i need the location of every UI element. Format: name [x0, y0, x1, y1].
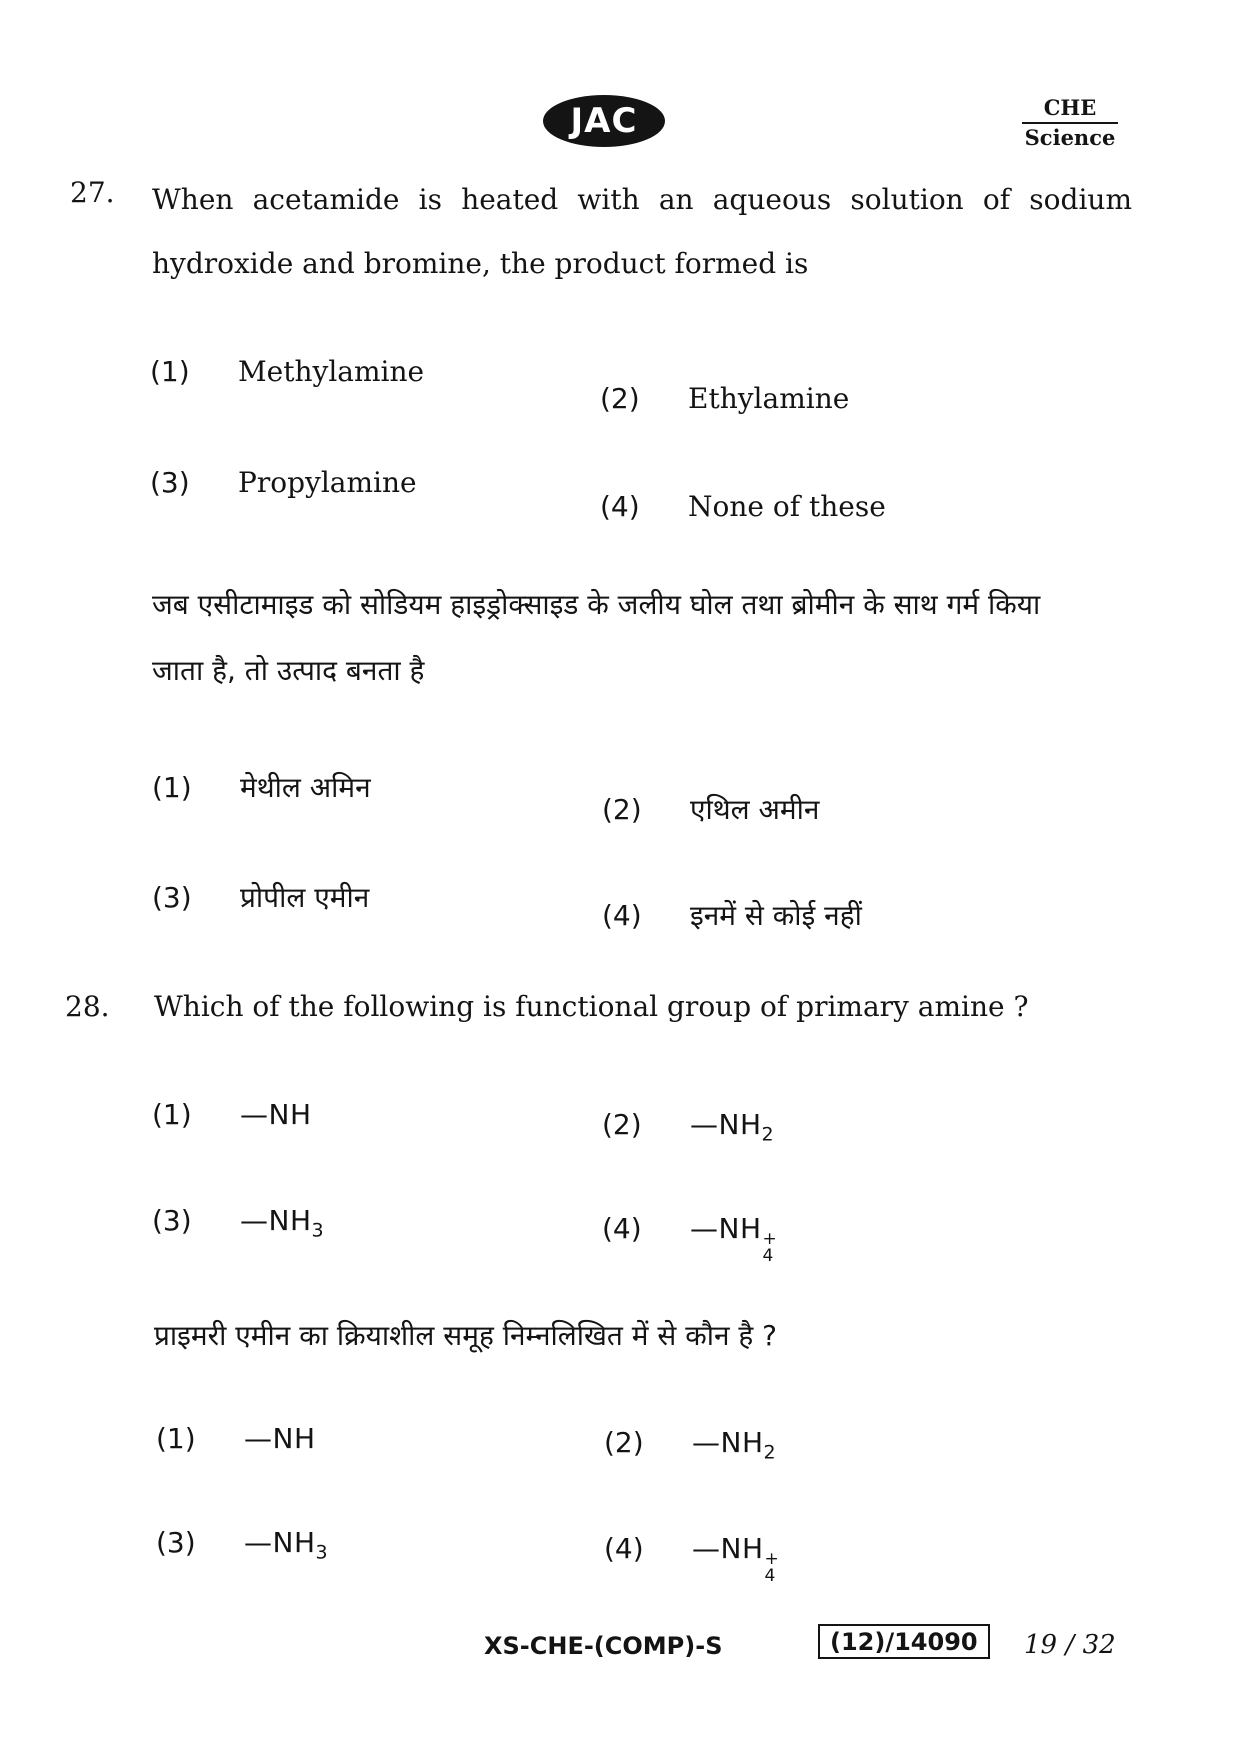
option-text: None of these	[688, 490, 886, 523]
formula-base: —NH	[240, 1098, 312, 1131]
box-code-text: (12)/14090	[818, 1624, 990, 1659]
formula-subscript: 4	[762, 1246, 774, 1266]
option-formula	[244, 1422, 316, 1455]
option-number: (1)	[150, 355, 190, 388]
formula-subscript: 3	[311, 1219, 325, 1242]
option-text: एथिल अमीन	[690, 793, 820, 826]
formula-base: —NH	[244, 1422, 316, 1455]
q28-hi-option-3	[156, 1526, 328, 1564]
question-27-text-hi	[152, 572, 1142, 704]
q27-en-option-2	[600, 382, 849, 415]
option-text: Methylamine	[238, 355, 425, 388]
q27-hi-option-1	[152, 768, 371, 806]
formula-base: —NH	[692, 1532, 764, 1565]
option-text: प्रोपील एमीन	[240, 881, 370, 914]
page-separator: /	[1065, 1630, 1075, 1660]
option-formula	[692, 1426, 776, 1464]
subject-name: Science	[1024, 125, 1116, 151]
option-text: इनमें से कोई नहीं	[690, 899, 862, 932]
option-number: (2)	[600, 382, 640, 415]
option-formula	[690, 1212, 777, 1265]
option-number: (3)	[152, 881, 192, 914]
subject-label	[1022, 96, 1118, 150]
q28-en-option-3	[152, 1204, 324, 1242]
formula-base: —NH	[692, 1426, 764, 1459]
question-28-text-hi: प्राइमरी एमीन का क्रियाशील समूह निम्नलिखित में से कौन है ?	[154, 1319, 778, 1352]
logo-text: JAC	[570, 101, 638, 141]
question-27-text-hi-line1: जब एसीटामाइड को सोडियम हाइड्रोक्साइड के जलीय घोल तथा ब्रोमीन के साथ गर्म किया	[152, 588, 1041, 621]
option-number: (4)	[602, 899, 642, 932]
subject-code: CHE	[1022, 96, 1118, 124]
option-number: (3)	[152, 1204, 192, 1237]
q27-en-option-4	[600, 490, 886, 523]
option-text: Ethylamine	[688, 382, 850, 415]
option-number: (1)	[152, 1098, 192, 1131]
formula-base: —NH	[690, 1108, 762, 1141]
jac-logo	[543, 95, 665, 147]
option-formula	[690, 1108, 774, 1146]
q28-hi-option-1	[156, 1422, 316, 1455]
option-number: (2)	[602, 793, 642, 826]
q27-hi-option-3	[152, 878, 369, 916]
paper-code: XS-CHE-(COMP)-S	[484, 1632, 723, 1660]
option-number: (4)	[604, 1532, 644, 1565]
option-text: Propylamine	[238, 466, 417, 499]
formula-superscript: +	[764, 1549, 780, 1569]
option-number: (1)	[152, 771, 192, 804]
question-27-number: 27.	[70, 176, 115, 209]
formula-subscript: 2	[763, 1441, 777, 1464]
formula-subscript: 3	[315, 1541, 329, 1564]
box-code	[818, 1628, 990, 1656]
option-number: (2)	[604, 1426, 644, 1459]
formula-subscript: 2	[761, 1123, 775, 1146]
q28-en-option-1	[152, 1098, 312, 1131]
formula-superscript: +	[762, 1229, 778, 1249]
question-27-text-en	[152, 168, 1132, 296]
q28-hi-option-4	[604, 1532, 779, 1585]
option-number: (4)	[602, 1212, 642, 1245]
option-number: (2)	[602, 1108, 642, 1141]
q27-hi-option-4	[602, 896, 862, 934]
formula-base: —NH	[240, 1204, 312, 1237]
q27-hi-option-2	[602, 790, 819, 828]
option-number: (3)	[156, 1526, 196, 1559]
question-27-text-en-line2: hydroxide and bromine, the product formed is	[152, 247, 809, 280]
formula-base: —NH	[690, 1212, 762, 1245]
q28-hi-option-2	[604, 1426, 776, 1464]
q27-en-option-3	[150, 466, 417, 499]
option-number: (4)	[600, 490, 640, 523]
option-formula	[692, 1532, 779, 1585]
page-total: 32	[1082, 1630, 1116, 1660]
option-number: (3)	[150, 466, 190, 499]
option-formula	[240, 1204, 324, 1242]
question-27-text-hi-line2: जाता है, तो उत्पाद बनता है	[152, 654, 425, 687]
page-current: 19	[1024, 1630, 1058, 1660]
option-formula	[240, 1098, 312, 1131]
option-number: (1)	[156, 1422, 196, 1455]
formula-base: —NH	[244, 1526, 316, 1559]
question-28-text-en: Which of the following is functional group of primary amine ?	[154, 990, 1029, 1023]
option-formula	[244, 1526, 328, 1564]
q27-en-option-1	[150, 355, 424, 388]
option-text: मेथील अमिन	[240, 771, 371, 804]
question-27-text-en-line1: When acetamide is heated with an aqueous solution of sodium	[152, 183, 1132, 216]
question-28-number: 28.	[65, 990, 110, 1023]
q28-en-option-4	[602, 1212, 777, 1265]
page-number	[1024, 1630, 1116, 1660]
formula-subscript: 4	[764, 1566, 776, 1586]
q28-en-option-2	[602, 1108, 774, 1146]
